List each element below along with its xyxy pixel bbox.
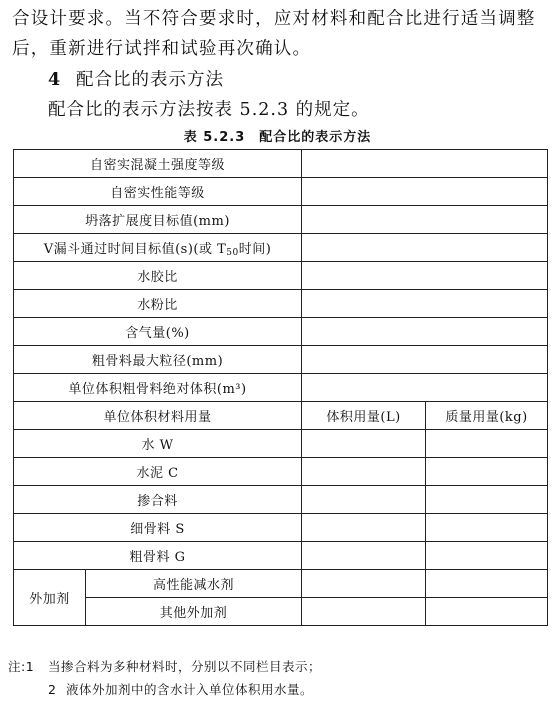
material-mass	[426, 486, 548, 514]
material-row	[14, 430, 548, 458]
section-title: 配合比的表示方法	[76, 70, 224, 90]
material-label: 粗骨料 G	[14, 542, 302, 570]
section-number: 4	[48, 70, 62, 90]
row-value	[302, 234, 548, 262]
table-row	[14, 234, 548, 262]
admixture-label: 其他外加剂	[86, 598, 302, 626]
material-mass	[426, 458, 548, 486]
volume-column-header: 体积用量(L)	[302, 402, 426, 430]
row-value	[302, 178, 548, 206]
material-mass	[426, 430, 548, 458]
mix-proportion-table	[13, 149, 548, 626]
material-label: 水 W	[14, 430, 302, 458]
material-row	[14, 514, 548, 542]
row-label: 自密实性能等级	[14, 178, 302, 206]
admixture-mass	[426, 598, 548, 626]
row-value	[302, 374, 548, 402]
note-text: 当掺合料为多种材料时，分别以不同栏目表示；	[48, 659, 322, 674]
row-label: 水胶比	[14, 262, 302, 290]
table-row	[14, 318, 548, 346]
admixture-row	[14, 570, 548, 598]
material-volume	[302, 514, 426, 542]
intro-paragraph: 合设计要求。当不符合要求时，应对材料和配合比进行适当调整后，重新进行试拌和试验再次确认。	[12, 9, 536, 59]
material-volume	[302, 458, 426, 486]
material-volume	[302, 542, 426, 570]
material-volume	[302, 430, 426, 458]
table-caption	[0, 126, 555, 145]
material-mass	[426, 542, 548, 570]
table-row	[14, 262, 548, 290]
mass-column-header: 质量用量(kg)	[426, 402, 548, 430]
material-mass	[426, 514, 548, 542]
row-label: 自密实混凝土强度等级	[14, 150, 302, 178]
row-label-prefix: V漏斗通过时间目标值(s)(或 T	[43, 241, 227, 257]
row-label: 含气量(%)	[14, 318, 302, 346]
notes-label: 注:1	[8, 659, 35, 674]
table-caption-number: 表 5.2.3	[183, 130, 246, 145]
note-item	[8, 678, 321, 701]
admixture-volume	[302, 570, 426, 598]
note-text: 液体外加剂中的含水计入单位体积用水量。	[66, 682, 314, 697]
row-label: 水粉比	[14, 290, 302, 318]
material-label: 细骨料 S	[14, 514, 302, 542]
material-label: 掺合料	[14, 486, 302, 514]
admixture-mass	[426, 570, 548, 598]
table-caption-title: 配合比的表示方法	[259, 130, 372, 145]
admixture-volume	[302, 598, 426, 626]
table-row	[14, 178, 548, 206]
row-label-suffix: 时间)	[238, 241, 272, 257]
row-value	[302, 206, 548, 234]
material-volume	[302, 486, 426, 514]
row-label: 单位体积粗骨料绝对体积(m³)	[14, 374, 302, 402]
row-value	[302, 346, 548, 374]
material-header-label: 单位体积材料用量	[14, 402, 302, 430]
row-label: 坍落扩展度目标值(mm)	[14, 206, 302, 234]
row-label-subscript: 50	[226, 247, 239, 258]
admixture-group-label: 外加剂	[14, 570, 86, 626]
material-row	[14, 486, 548, 514]
row-label	[14, 234, 302, 262]
table-row	[14, 290, 548, 318]
row-value	[302, 318, 548, 346]
admixture-row	[14, 598, 548, 626]
section-body: 配合比的表示方法按表 5.2.3 的规定。	[48, 100, 370, 120]
table-row	[14, 374, 548, 402]
note-item	[8, 655, 321, 678]
row-label: 粗骨料最大粒径(mm)	[14, 346, 302, 374]
row-value	[302, 290, 548, 318]
table-row	[14, 346, 548, 374]
admixture-label: 高性能减水剂	[86, 570, 302, 598]
material-row	[14, 458, 548, 486]
note-index: 2	[48, 682, 57, 697]
material-header-row	[14, 402, 548, 430]
row-value	[302, 150, 548, 178]
table-row	[14, 206, 548, 234]
table-notes	[8, 655, 321, 701]
table-row	[14, 150, 548, 178]
section-heading	[48, 66, 224, 91]
row-value	[302, 262, 548, 290]
material-label: 水泥 C	[14, 458, 302, 486]
material-row	[14, 542, 548, 570]
